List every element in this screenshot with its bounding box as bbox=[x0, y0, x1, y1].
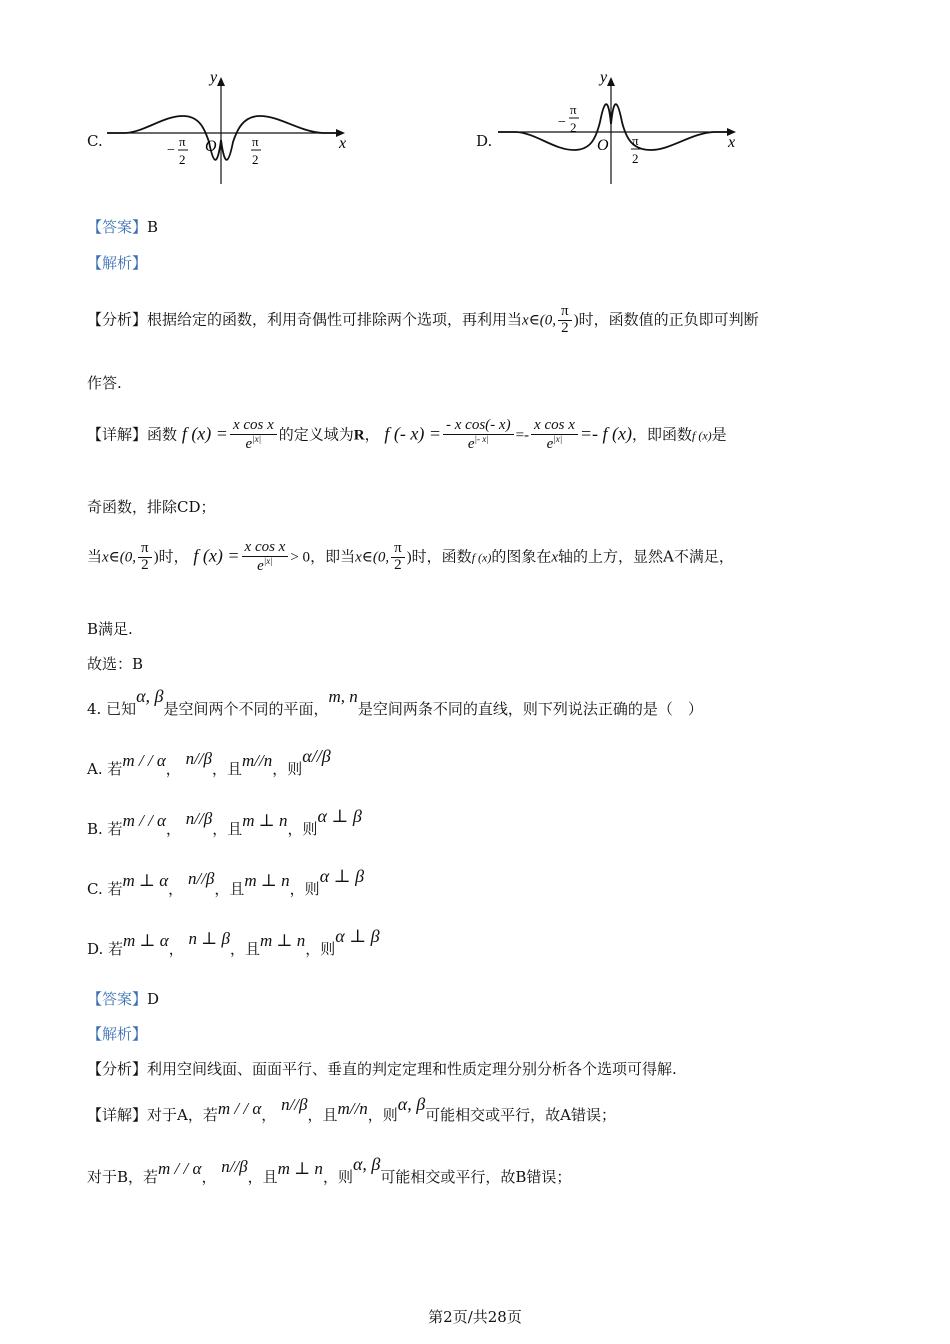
q4-stem: 4. 已知α, β是空间两个不同的平面，m, n是空间两条不同的直线，则下列说法正确的是（ ） bbox=[87, 686, 703, 718]
fenxi-text-3: 作答. bbox=[87, 374, 122, 392]
graph-c-y-label: y bbox=[210, 72, 218, 86]
q3-xiangjie-line: 【详解】函数 f (x) = $\frac{\text{x cos x}}{e^{|x|}}$ 的定义域为R， f (- x) = $\frac{\text{- x cos(- x)}}{e^{|- x|}}$ =- $\frac{\text{x cos x}}{e^{|x|}}$ =- f (x)，即函数f (x)是 bbox=[87, 417, 727, 452]
answer-tag: 【答案】 bbox=[87, 218, 148, 236]
dang-text: 当 bbox=[87, 547, 103, 566]
q4-jiexi-tag: 【解析】 bbox=[87, 1025, 148, 1043]
q4-detail-b: 对于B，若m / / α， n//β，且m ⊥ n，则α, β可能相交或平行，故B错误； bbox=[87, 1154, 572, 1186]
graph-d-pos-pi: π bbox=[632, 133, 639, 148]
answer-value: B bbox=[147, 218, 159, 236]
page-footer: 第2页/共28页 bbox=[428, 1308, 522, 1326]
q4-option-c: C. 若m ⊥ α， n//β，且m ⊥ n，则α ⊥ β bbox=[87, 866, 365, 898]
xj-fx-small: f (x) bbox=[692, 428, 712, 443]
graph-d-neg-two: 2 bbox=[570, 120, 577, 135]
xj-text-3: ，即函数 bbox=[631, 425, 692, 444]
q3-answer-line bbox=[87, 216, 158, 237]
q4-option-a: A. 若m / / α， n//β，且m//n，则α//β bbox=[87, 746, 331, 778]
graph-d-y-arrow bbox=[607, 77, 615, 86]
q4-fenxi-line: 【分析】利用空间线面、面面平行、垂直的判定定理和性质定理分别分析各个选项可得解. bbox=[87, 1060, 677, 1078]
graph-c-y-arrow bbox=[217, 77, 225, 86]
jiexi-tag: 【解析】 bbox=[87, 254, 148, 272]
xj-frac-2: $\frac{\text{- x cos(- x)}}{e^{|- x|}}$ bbox=[443, 418, 514, 453]
q4-detail-a: 【详解】对于A，若m / / α， n//β，且m//n，则α, β可能相交或平行，故A错误； bbox=[87, 1094, 617, 1124]
xj-f-neg-x: f (- x) = bbox=[384, 423, 442, 444]
xj-text-4: 是 bbox=[711, 425, 727, 444]
q3-fenxi-line: 【分析】根据给定的函数，利用奇偶性可排除两个选项，再利用当x∈(0, $\frac{\pi}{2}$ )时，函数值的正负即可判断 bbox=[87, 303, 759, 336]
gu-xuan: 故选：B bbox=[87, 655, 144, 673]
graph-c-curve bbox=[107, 116, 343, 160]
option-d-label: D. bbox=[476, 132, 493, 150]
xiangjie-tag: 【详解】 bbox=[87, 425, 148, 444]
b-manzu: B满足. bbox=[87, 620, 133, 638]
xj-text-2: 的定义域为 bbox=[278, 425, 354, 444]
graph-c-pos-pi: π bbox=[252, 134, 259, 149]
xj-R: R bbox=[353, 427, 365, 444]
q4-answer-value: D bbox=[147, 990, 160, 1008]
graph-d-neg-minus: − bbox=[558, 115, 566, 130]
xj-frac-3: $\frac{\text{x cos x}}{e^{|x|}}$ bbox=[531, 418, 578, 453]
xj-text-1: 函数 bbox=[147, 425, 178, 444]
fenxi-text-2: 时，函数值的正负即可判断 bbox=[578, 310, 759, 329]
graph-c-neg-pi: π bbox=[179, 134, 186, 149]
graph-c-neg-minus: − bbox=[167, 143, 175, 158]
option-c-label: C. bbox=[87, 132, 103, 150]
xj-fx: f (x) = bbox=[181, 423, 228, 444]
graph-c-x-label: x bbox=[339, 135, 347, 152]
graph-d bbox=[496, 72, 746, 187]
fenxi-tag: 【分析】 bbox=[87, 310, 148, 329]
xj-frac-1: $\frac{\text{x cos x}}{e^{|x|}}$ bbox=[230, 418, 277, 453]
graph-d-neg-pi: π bbox=[570, 102, 577, 117]
xj-text-5: 奇函数，排除CD； bbox=[87, 498, 216, 516]
graph-d-pos-two: 2 bbox=[632, 151, 639, 166]
fenxi-text-1: 根据给定的函数，利用奇偶性可排除两个选项，再利用当 bbox=[147, 310, 523, 329]
graph-d-curve bbox=[498, 104, 734, 150]
q4-option-d: D. 若m ⊥ α， n ⊥ β，且m ⊥ n，则α ⊥ β bbox=[87, 926, 380, 958]
graph-c-neg-two: 2 bbox=[179, 152, 186, 167]
q4-option-b: B. 若m / / α， n//β，且m ⊥ n，则α ⊥ β bbox=[87, 806, 362, 838]
q3-dang-line: 当x∈(0, $\frac{\pi}{2}$ )时， f (x) = $\frac{\text{x cos x}}{e^{|x|}}$ > 0，即当x∈(0, $\frac{\pi}{2}$ )时，函数f (x)的图象在x轴的上方，显然A不满足， bbox=[87, 539, 734, 574]
graph-c bbox=[105, 72, 355, 187]
graph-d-y-label: y bbox=[600, 72, 608, 86]
graph-d-origin: O bbox=[597, 137, 609, 154]
graph-d-x-label: x bbox=[728, 134, 736, 151]
graph-c-origin: O bbox=[205, 138, 217, 155]
fenxi-interval: x∈(0, bbox=[522, 312, 557, 329]
xj-neg-fx: =- f (x) bbox=[579, 423, 632, 444]
graph-c-pos-two: 2 bbox=[252, 152, 259, 167]
q4-answer-line: 【答案】D bbox=[87, 990, 160, 1008]
pi-over-2: $\frac{\pi}{2}$ bbox=[558, 304, 572, 337]
